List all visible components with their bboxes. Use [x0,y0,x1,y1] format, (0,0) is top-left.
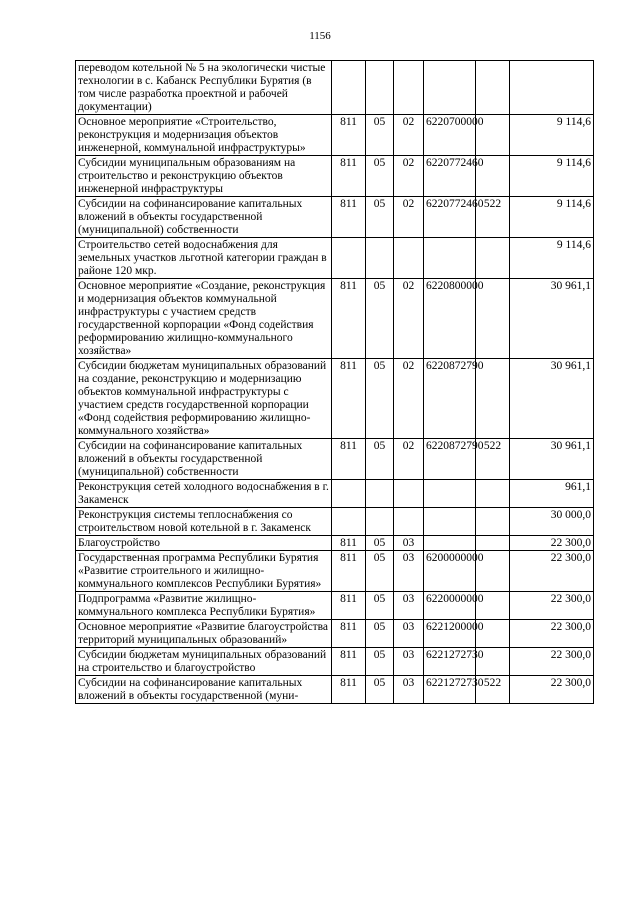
row-rz-cell: 05 [366,536,394,551]
row-sum-cell: 22 300,0 [510,620,594,648]
row-name-cell: Субсидии бюджетам муниципальных образований на создание, реконструкцию и модернизацию объектов коммунальной инфраструктуры с участием средств государственной корпорации «Фонд содействия реформированию жилищно-коммунального хозяйства» [76,359,332,439]
row-csr-cell: 6220872790 [424,359,476,439]
row-name-cell: Реконструкция системы теплоснабжения со строительством новой котельной в г. Закаменск [76,508,332,536]
row-name-cell: Основное мероприятие «Строительство, реконструкция и модернизация объектов инженерной, коммунальной инфраструктуры» [76,115,332,156]
table-row [76,592,594,620]
row-ved-cell [332,480,366,508]
row-sum-cell: 22 300,0 [510,676,594,704]
row-sum-cell: 30 961,1 [510,439,594,480]
row-ved-cell [332,61,366,115]
row-vr-cell: 522 [476,676,510,704]
row-pr-cell: 03 [394,620,424,648]
page-number: 1156 [309,30,331,42]
row-sum-cell: 9 114,6 [510,238,594,279]
row-vr-cell [476,480,510,508]
row-rz-cell: 05 [366,156,394,197]
row-name-cell: Строительство сетей водоснабжения для земельных участков льготной категории граждан в районе 120 мкр. [76,238,332,279]
table-row [76,648,594,676]
row-rz-cell: 05 [366,551,394,592]
row-ved-cell: 811 [332,359,366,439]
row-rz-cell: 05 [366,676,394,704]
row-rz-cell: 05 [366,620,394,648]
row-sum-cell: 9 114,6 [510,115,594,156]
row-csr-cell [424,480,476,508]
row-pr-cell: 02 [394,197,424,238]
row-csr-cell: 6220872790 [424,439,476,480]
row-pr-cell: 02 [394,359,424,439]
row-name-cell: Подпрограмма «Развитие жилищно-коммунального комплекса Республики Бурятия» [76,592,332,620]
row-vr-cell [476,61,510,115]
row-sum-cell: 30 000,0 [510,508,594,536]
table-row [76,238,594,279]
row-pr-cell: 03 [394,648,424,676]
row-pr-cell: 03 [394,592,424,620]
row-ved-cell: 811 [332,197,366,238]
row-vr-cell [476,238,510,279]
row-csr-cell [424,238,476,279]
table-row [76,279,594,359]
row-pr-cell [394,508,424,536]
row-name-cell: Субсидии муниципальным образованиям на строительство и реконструкцию объектов инженерной инфраструктуры [76,156,332,197]
row-rz-cell: 05 [366,115,394,156]
row-csr-cell [424,61,476,115]
row-pr-cell [394,480,424,508]
row-rz-cell: 05 [366,648,394,676]
table-row [76,508,594,536]
row-rz-cell [366,480,394,508]
row-name-cell: Основное мероприятие «Развитие благоустройства территорий муниципальных образований» [76,620,332,648]
row-sum-cell: 30 961,1 [510,359,594,439]
row-ved-cell [332,508,366,536]
table-row [76,439,594,480]
row-csr-cell: 6220700000 [424,115,476,156]
row-ved-cell: 811 [332,551,366,592]
row-vr-cell: 522 [476,197,510,238]
row-csr-cell: 6221272730 [424,648,476,676]
row-ved-cell [332,238,366,279]
row-pr-cell: 03 [394,536,424,551]
row-vr-cell [476,508,510,536]
row-ved-cell: 811 [332,676,366,704]
row-ved-cell: 811 [332,536,366,551]
row-name-cell: переводом котельной № 5 на экологически чистые технологии в с. Кабанск Республики Бурятия (в том числе разработка проектной и рабочей документации) [76,61,332,115]
row-vr-cell [476,536,510,551]
row-csr-cell: 6200000000 [424,551,476,592]
row-name-cell: Субсидии на софинансирование капитальных вложений в объекты государственной (муниципальной) собственности [76,197,332,238]
row-name-cell: Основное мероприятие «Создание, реконструкция и модернизация объектов коммунальной инфраструктуры с участием средств государственной корпорации «Фонд содействия реформированию жилищно-коммунального хозяйства» [76,279,332,359]
row-name-cell: Субсидии бюджетам муниципальных образований на строительство и благоустройство [76,648,332,676]
row-pr-cell: 03 [394,551,424,592]
table-row [76,61,594,115]
row-name-cell: Субсидии на софинансирование капитальных вложений в объекты государственной (муниципальной) собственности [76,439,332,480]
row-ved-cell: 811 [332,115,366,156]
row-ved-cell: 811 [332,156,366,197]
row-csr-cell: 6220000000 [424,592,476,620]
row-sum-cell: 22 300,0 [510,551,594,592]
row-csr-cell: 6220772460 [424,156,476,197]
budget-table [75,60,594,704]
row-pr-cell: 02 [394,279,424,359]
table-row [76,620,594,648]
row-pr-cell [394,238,424,279]
row-sum-cell: 9 114,6 [510,156,594,197]
row-rz-cell: 05 [366,279,394,359]
row-rz-cell [366,61,394,115]
row-ved-cell: 811 [332,648,366,676]
row-sum-cell: 9 114,6 [510,197,594,238]
row-name-cell: Реконструкция сетей холодного водоснабжения в г. Закаменск [76,480,332,508]
row-rz-cell [366,238,394,279]
row-pr-cell: 02 [394,115,424,156]
row-rz-cell: 05 [366,197,394,238]
row-sum-cell: 22 300,0 [510,648,594,676]
row-sum-cell [510,61,594,115]
row-name-cell: Субсидии на софинансирование капитальных вложений в объекты государственной (муни- [76,676,332,704]
row-csr-cell [424,536,476,551]
row-csr-cell: 6220772460 [424,197,476,238]
table-row [76,536,594,551]
row-sum-cell: 961,1 [510,480,594,508]
row-rz-cell: 05 [366,359,394,439]
table-row [76,197,594,238]
table-row [76,676,594,704]
table-row [76,551,594,592]
row-pr-cell: 03 [394,676,424,704]
row-ved-cell: 811 [332,620,366,648]
row-name-cell: Государственная программа Республики Бурятия «Развитие строительного и жилищно-коммунального комплексов Республики Бурятия» [76,551,332,592]
row-sum-cell: 22 300,0 [510,592,594,620]
table-row [76,480,594,508]
table-row [76,115,594,156]
row-sum-cell: 30 961,1 [510,279,594,359]
row-pr-cell: 02 [394,439,424,480]
row-ved-cell: 811 [332,439,366,480]
row-pr-cell [394,61,424,115]
row-vr-cell: 522 [476,439,510,480]
row-csr-cell: 6221272730 [424,676,476,704]
row-csr-cell: 6220800000 [424,279,476,359]
row-rz-cell: 05 [366,439,394,480]
row-pr-cell: 02 [394,156,424,197]
table-row [76,359,594,439]
row-rz-cell: 05 [366,592,394,620]
table-row [76,156,594,197]
row-sum-cell: 22 300,0 [510,536,594,551]
row-rz-cell [366,508,394,536]
row-name-cell: Благоустройство [76,536,332,551]
row-ved-cell: 811 [332,279,366,359]
row-csr-cell: 6221200000 [424,620,476,648]
row-csr-cell [424,508,476,536]
row-ved-cell: 811 [332,592,366,620]
